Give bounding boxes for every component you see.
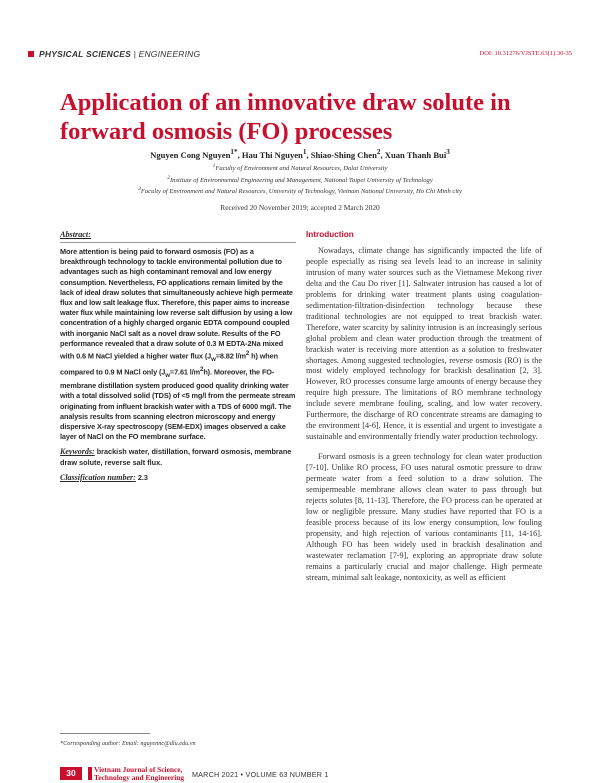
keywords-label: Keywords: — [60, 447, 95, 457]
classification-label: Classification number: — [60, 472, 136, 482]
journal-logo-bar — [88, 767, 92, 780]
author-list: Nguyen Cong Nguyen$^{1*}$, Hau Thi Nguyen$^1$, Shiao-Shing Chen$^2$, Xuan Thanh Bui$^3$ — [150, 148, 450, 160]
section-label — [28, 49, 200, 59]
issue-info: MARCH 2021 • VOLUME 63 NUMBER 1 — [192, 770, 329, 779]
journal-name — [94, 766, 184, 781]
intro-paragraph-1: Nowadays, climate change has significantly impacted the life of people especially as rising sea levels lead to an increase in salinity intrusion of many water sources such as the Vietnamese Mekong river delta and the Cau Do river [1]. Saltwater intrusion has caused a lot of problems for drinking water treatment plants using coagulation-sedimentation-filtration-disinfection technology because these traditional technologies are not equipped to treat brackish water. Therefore, water scarcity by salinity intrusion is an increasingly serious global problem and clean water production through the treatment of brackish water is receiving more attention as a solution to freshwater shortages. Among suggested technologies, reverse osmosis (RO) is the most widely employed technology for brackish desalination [2, 3]. However, RO processes consume large amounts of energy because they require high pressure. The limitations of RO membrane technology include severe membrane fouling, scaling, and low water recovery. Furthermore, the discharge of RO concentrate streams are damaging to the environment [4-6]. Hence, it is essential and urgent to investigate a sustainable and environmentally friendly water production technology. — [306, 246, 542, 442]
affiliation — [0, 162, 600, 174]
abstract-sup: 2 — [200, 366, 204, 374]
introduction-heading: Introduction — [306, 230, 354, 239]
abstract-body — [60, 247, 296, 442]
page-number: 30 — [60, 767, 82, 780]
affiliation-list — [0, 162, 600, 197]
keywords-text: brackish water, distillation, forward osmosis, membrane draw solute, reverse salt flux. — [60, 447, 292, 467]
abstract-sub: w — [165, 371, 170, 379]
doi-link[interactable]: DOI: 10.31276/VJSTE.63(1).30-35 — [479, 50, 572, 57]
abstract-sup: 2 — [245, 350, 250, 358]
author-sup: 3 — [446, 148, 450, 156]
abstract-part: h). Moreover, the FO-membrane distillation system produced good quality drinking water with a total dissolved solid (TDS) of <5 mg/l from the permeate stream originating from influent brackish water with a TDS of 6000 mg/l. The analysis results from scanning electron microscopy and energy dispersive X-ray spectroscopy (SEM-EDX) images observed a cake layer of NaCl on the FO membrane surface. — [60, 367, 296, 442]
introduction-column — [306, 230, 542, 584]
article-title: Application of an innovative draw solute in forward osmosis (FO) processes — [60, 89, 511, 145]
abstract-part: h) when compared to 0.9 M NaCl only (J — [60, 351, 278, 377]
author-sup: 2 — [376, 148, 381, 156]
affiliation-sup: 3 — [138, 186, 141, 193]
abstract-rule — [60, 242, 296, 243]
affiliation — [0, 174, 600, 186]
keywords — [60, 447, 296, 467]
page-footer — [60, 765, 560, 781]
journal-line-1: Vietnam Journal of Science, — [94, 765, 183, 774]
author-sup: 1* — [230, 148, 238, 156]
classification — [60, 473, 296, 482]
abstract-sub: w — [211, 355, 216, 363]
author-name: Nguyen Cong Nguyen — [150, 149, 231, 160]
journal-line-2: Technology and Engineering — [94, 772, 185, 782]
footnote: *Corresponding author: Email: nguyennc@dlu.edu.vn — [60, 740, 196, 747]
author-name: Hau Thi Nguyen — [241, 149, 303, 160]
affiliation — [0, 185, 600, 197]
affiliation-text: Faculty of Environment and Natural Resources, Dalat University — [215, 165, 388, 173]
affiliation-sup: 1 — [212, 163, 216, 169]
abstract-heading: Abstract: — [60, 230, 91, 239]
section-square-icon — [28, 51, 34, 57]
section-name: PHYSICAL SCIENCES — [39, 49, 132, 59]
section-divider: | — [131, 49, 139, 59]
author-name: Shiao-Shing Chen — [310, 149, 377, 160]
intro-paragraph-2: Forward osmosis is a green technology for clean water production [7-10]. Unlike RO process, FO uses natural osmotic pressure to draw permeate water from a feed solution to a draw solution. The semipermeable membrane allows clean water to pass through but rejects solutes [8, 11-13]. Therefore, the FO process can be operated at low or negligible pressure. Many studies have reported that FO is a feasible process because of its low energy consumption, low fouling propensity, and high rejection of various contaminants [11, 14-16]. Although FO has been widely used in brackish desalination and wastewater reclamation [7-9], exploring an appropriate draw solute remains a particularly crucial and major challenge. High permeate stream, minimal salt leakage, nontoxicity, as well as efficient — [306, 452, 542, 582]
affiliation-text: Institute of Environmental Engineering and Management, National Taipei University of Technology — [169, 176, 433, 184]
abstract-part: =8.82 l/m — [215, 351, 246, 361]
author-sup: 1 — [302, 148, 307, 156]
footnote-rule — [60, 733, 150, 734]
received-dates: Received 20 November 2019; accepted 2 March 2020 — [220, 203, 380, 212]
page-header — [28, 49, 572, 63]
abstract-part: More attention is being paid to forward osmosis (FO) as a breakthrough technology to tackle environmental pollution due to advantages such as high contaminant removal and low energy consumption. Nevertheless, FO applications remain limited by the lack of ideal draw solutes that simultaneously achieve high permeate flux and low salt leakage flux. Therefore, this paper aims to increase water flux while maintaining low reverse salt diffusion by using a low concentration of a highly charged organic EDTA compound coupled with inorganic NaCl salt as a novel draw solute. Results of the FO performance revealed that a draw solute of 0.3 M EDTA-2Na mixed with 0.6 M NaCl yielded a higher water flux (J — [60, 247, 293, 361]
affiliation-sup: 2 — [167, 174, 170, 181]
abstract-part: =7.61 l/m — [169, 367, 201, 377]
author-name: Xuan Thanh Bui — [384, 149, 447, 160]
classification-value: 2.3 — [135, 472, 148, 482]
subsection-name: ENGINEERING — [138, 49, 201, 59]
affiliation-text: Faculty of Environment and Natural Resources, University of Technology, Vietnam National University, Ho Chi Minh city — [140, 188, 462, 196]
abstract-column — [60, 230, 296, 482]
